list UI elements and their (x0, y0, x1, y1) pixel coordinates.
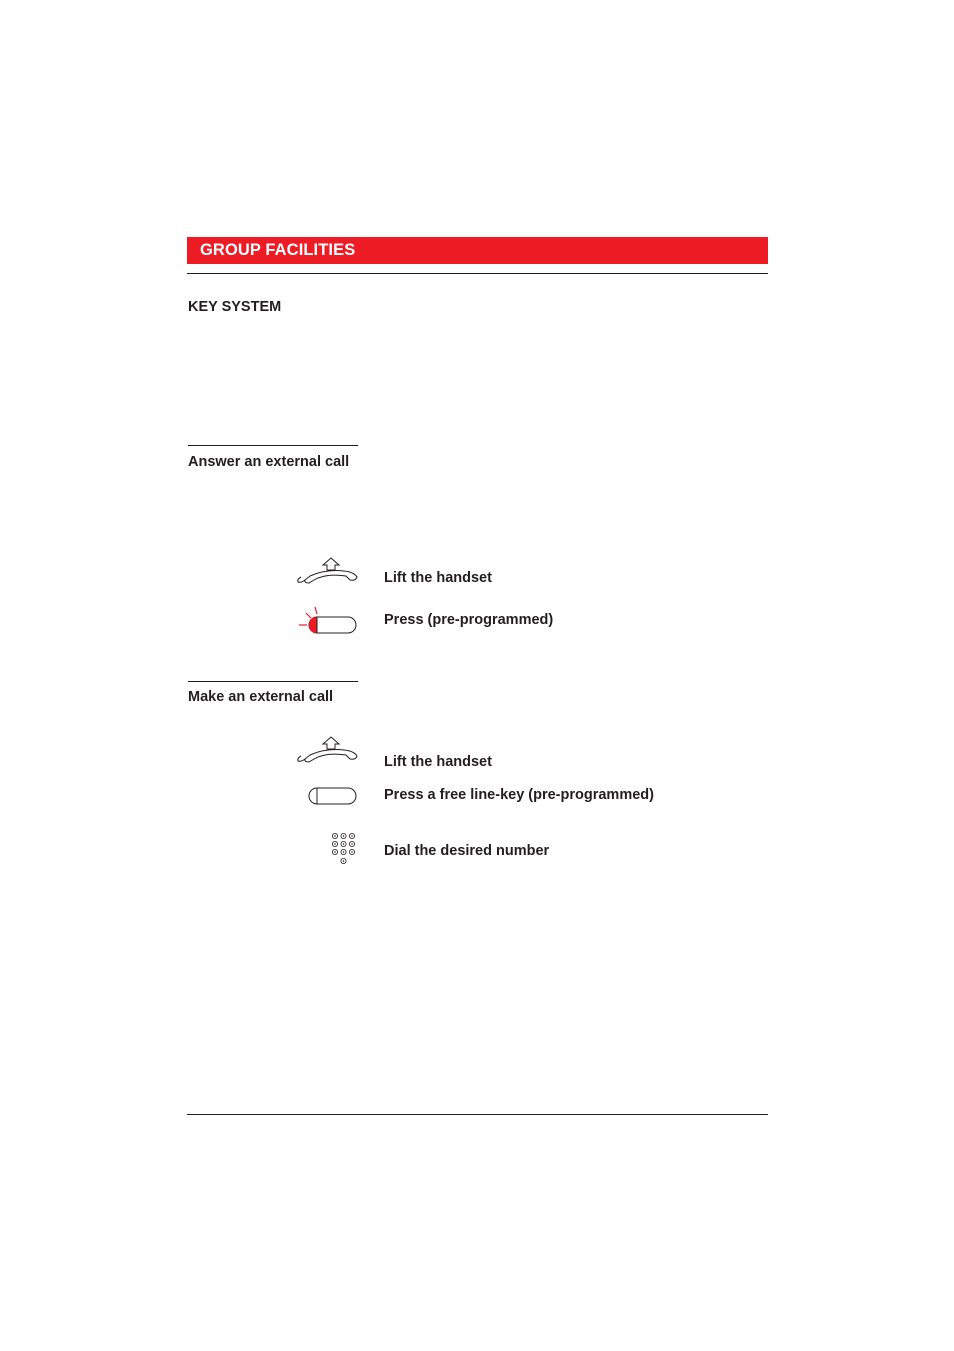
step-text: Press (pre-programmed) (384, 612, 554, 628)
keypad-icon (331, 832, 357, 868)
section-heading: Answer an external call (188, 454, 350, 470)
step-text: Press a free line-key (pre-programmed) (384, 787, 654, 803)
step-text: Lift the handset (384, 754, 492, 770)
lift-handset-icon (296, 557, 360, 587)
header-rule (187, 273, 768, 274)
section-rule (188, 445, 358, 446)
lift-handset-icon (296, 736, 360, 766)
footer-rule (187, 1114, 768, 1115)
section-rule (188, 681, 358, 682)
step-text: Dial the desired number (384, 843, 550, 859)
section-banner (187, 237, 768, 264)
section-title: GROUP FACILITIES (200, 241, 356, 259)
section-heading: Make an external call (188, 689, 334, 705)
step-text: Lift the handset (384, 570, 492, 586)
page-subtitle: KEY SYSTEM (188, 299, 282, 315)
line-key-icon (308, 786, 358, 806)
flashing-line-key-icon (297, 606, 359, 636)
